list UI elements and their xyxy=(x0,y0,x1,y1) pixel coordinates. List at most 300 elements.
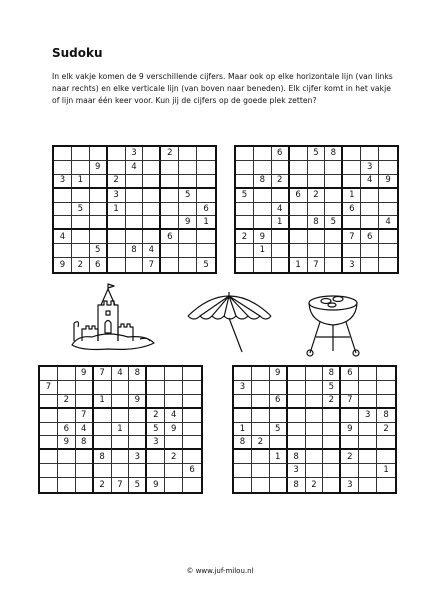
sudoku-grid-2 xyxy=(234,145,399,274)
sudoku-cell xyxy=(183,367,201,381)
sudoku-cell: 6 xyxy=(161,230,179,244)
sudoku-cell: 2 xyxy=(323,395,341,409)
sudoku-cell: 7 xyxy=(76,409,94,423)
sudoku-grid-4 xyxy=(232,365,397,494)
sudoku-cell xyxy=(359,450,377,464)
sudoku-cell: 9 xyxy=(54,258,72,272)
sudoku-cell xyxy=(54,244,72,258)
sudoku-cell xyxy=(341,464,359,478)
sudoku-cell xyxy=(377,381,395,395)
sudoku-cell xyxy=(359,395,377,409)
sudoku-cell xyxy=(270,464,288,478)
sudoku-cell: 2 xyxy=(306,478,324,492)
sudoku-cell xyxy=(343,161,361,175)
sudoku-cell xyxy=(143,216,161,230)
sudoku-cell: 2 xyxy=(236,230,254,244)
sudoku-cell xyxy=(361,216,379,230)
sudoku-cell xyxy=(40,436,58,450)
sudoku-cell xyxy=(379,189,397,203)
sudoku-cell xyxy=(112,464,130,478)
sudoku-cell xyxy=(272,258,290,272)
sudoku-cell xyxy=(183,450,201,464)
sudoku-cell: 2 xyxy=(94,478,112,492)
sudoku-cell xyxy=(72,230,90,244)
sudoku-cell xyxy=(40,409,58,423)
sudoku-cell xyxy=(308,175,326,189)
sudoku-cell xyxy=(288,436,306,450)
sudoku-cell xyxy=(183,478,201,492)
sudoku-cell xyxy=(234,409,252,423)
sudoku-cell: 3 xyxy=(147,436,165,450)
sudoku-cell: 6 xyxy=(90,258,108,272)
sudoku-cell xyxy=(379,161,397,175)
sandcastle-picture xyxy=(68,283,158,353)
sudoku-cell xyxy=(197,161,215,175)
sudoku-cell xyxy=(129,423,147,437)
sudoku-cell xyxy=(254,189,272,203)
sudoku-cell xyxy=(359,367,377,381)
sudoku-cell xyxy=(90,230,108,244)
sudoku-cell xyxy=(147,381,165,395)
sudoku-cell xyxy=(76,450,94,464)
sudoku-cell xyxy=(254,258,272,272)
sudoku-cell xyxy=(129,436,147,450)
sudoku-cell: 5 xyxy=(325,216,343,230)
sudoku-cell xyxy=(323,478,341,492)
sudoku-cell: 5 xyxy=(270,423,288,437)
sudoku-cell xyxy=(323,450,341,464)
sudoku-cell xyxy=(179,258,197,272)
sudoku-cell xyxy=(94,381,112,395)
sudoku-cell xyxy=(379,147,397,161)
sudoku-cell xyxy=(179,244,197,258)
sudoku-cell xyxy=(290,216,308,230)
sudoku-cell xyxy=(290,147,308,161)
sudoku-cell xyxy=(90,189,108,203)
sudoku-cell xyxy=(40,478,58,492)
sudoku-cell xyxy=(323,464,341,478)
sudoku-cell xyxy=(234,395,252,409)
sudoku-cell: 5 xyxy=(203,259,209,270)
sudoku-cell xyxy=(359,436,377,450)
sudoku-cell xyxy=(379,258,397,272)
sudoku-cell xyxy=(112,450,130,464)
sudoku-cell xyxy=(147,464,165,478)
sudoku-cell: 8 xyxy=(76,436,94,450)
sudoku-cell xyxy=(197,244,215,258)
sudoku-cell xyxy=(306,423,324,437)
sudoku-cell xyxy=(341,409,359,423)
sudoku-cell xyxy=(40,450,58,464)
sudoku-cell xyxy=(234,478,252,492)
sudoku-cell xyxy=(72,216,90,230)
sudoku-cell xyxy=(236,147,254,161)
sudoku-cell xyxy=(179,230,197,244)
sudoku-cell: 4 xyxy=(165,409,183,423)
sudoku-cell: 4 xyxy=(379,216,397,230)
sudoku-cell xyxy=(40,367,58,381)
sudoku-cell xyxy=(254,147,272,161)
sudoku-cell: 5 xyxy=(147,423,165,437)
sudoku-cell xyxy=(252,367,270,381)
sudoku-cell: 5 xyxy=(129,478,147,492)
sudoku-cell xyxy=(108,161,126,175)
sudoku-cell xyxy=(161,258,179,272)
sudoku-cell xyxy=(343,244,361,258)
sudoku-cell xyxy=(183,436,201,450)
sudoku-cell xyxy=(290,203,308,217)
sudoku-cell: 8 xyxy=(288,450,306,464)
sudoku-cell xyxy=(90,147,108,161)
sudoku-cell xyxy=(197,230,215,244)
sudoku-cell xyxy=(254,203,272,217)
sudoku-cell xyxy=(359,381,377,395)
sudoku-cell xyxy=(126,230,144,244)
sudoku-cell xyxy=(323,423,341,437)
sudoku-cell xyxy=(323,409,341,423)
sudoku-cell xyxy=(236,244,254,258)
sudoku-cell: 9 xyxy=(270,367,288,381)
sudoku-cell: 8 xyxy=(94,450,112,464)
sudoku-cell xyxy=(108,258,126,272)
sudoku-cell: 9 xyxy=(165,423,183,437)
parasol-picture xyxy=(182,284,277,354)
sudoku-cell: 2 xyxy=(308,189,326,203)
sudoku-cell: 9 xyxy=(341,423,359,437)
sudoku-cell xyxy=(379,203,397,217)
sudoku-cell xyxy=(126,258,144,272)
sudoku-cell: 7 xyxy=(343,230,361,244)
sudoku-cell: 1 xyxy=(108,203,126,217)
sudoku-cell xyxy=(183,409,201,423)
sudoku-cell: 9 xyxy=(254,230,272,244)
sudoku-cell xyxy=(306,436,324,450)
page-title: Sudoku xyxy=(52,46,103,60)
sudoku-cell xyxy=(179,147,197,161)
sudoku-cell xyxy=(143,230,161,244)
sudoku-cell xyxy=(290,175,308,189)
sudoku-cell: 8 xyxy=(254,175,272,189)
sudoku-cell xyxy=(129,464,147,478)
sudoku-cell xyxy=(197,189,215,203)
sudoku-cell xyxy=(288,423,306,437)
sudoku-cell: 2 xyxy=(58,395,76,409)
sudoku-cell: 8 xyxy=(129,367,147,381)
sudoku-cell: 1 xyxy=(343,189,361,203)
sudoku-cell: 8 xyxy=(288,478,306,492)
sudoku-cell xyxy=(165,436,183,450)
sudoku-cell xyxy=(290,230,308,244)
sudoku-cell xyxy=(90,175,108,189)
sudoku-cell xyxy=(143,161,161,175)
sudoku-cell: 1 xyxy=(254,244,272,258)
sudoku-cell xyxy=(161,244,179,258)
sudoku-cell: 7 xyxy=(341,395,359,409)
sudoku-cell xyxy=(288,395,306,409)
sudoku-cell xyxy=(129,409,147,423)
sudoku-cell xyxy=(58,450,76,464)
sudoku-cell xyxy=(90,216,108,230)
sudoku-cell: 1 xyxy=(270,450,288,464)
sudoku-cell: 1 xyxy=(197,216,215,230)
sudoku-cell: 6 xyxy=(290,189,308,203)
sudoku-cell xyxy=(108,244,126,258)
sudoku-cell: 3 xyxy=(359,409,377,423)
sudoku-cell xyxy=(270,436,288,450)
sudoku-cell xyxy=(165,367,183,381)
sudoku-cell xyxy=(325,203,343,217)
sudoku-cell xyxy=(236,175,254,189)
sudoku-cell xyxy=(341,381,359,395)
sudoku-cell xyxy=(379,244,397,258)
sudoku-cell xyxy=(359,423,377,437)
sudoku-cell xyxy=(252,450,270,464)
sudoku-cell xyxy=(325,189,343,203)
sudoku-cell: 1 xyxy=(112,423,130,437)
sudoku-cell xyxy=(179,161,197,175)
sudoku-cell xyxy=(343,175,361,189)
sudoku-cell: 2 xyxy=(147,409,165,423)
sudoku-cell: 9 xyxy=(129,395,147,409)
sudoku-cell xyxy=(325,230,343,244)
sudoku-cell xyxy=(272,244,290,258)
sudoku-cell xyxy=(236,161,254,175)
sudoku-cell: 3 xyxy=(129,450,147,464)
sudoku-cell xyxy=(306,409,324,423)
sudoku-cell xyxy=(361,189,379,203)
sudoku-cell xyxy=(377,478,395,492)
sudoku-cell xyxy=(272,161,290,175)
sudoku-cell xyxy=(379,230,397,244)
sudoku-cell xyxy=(236,258,254,272)
sudoku-cell: 6 xyxy=(197,203,215,217)
sudoku-cell xyxy=(306,464,324,478)
sudoku-cell xyxy=(325,161,343,175)
sudoku-cell xyxy=(306,450,324,464)
sudoku-cell xyxy=(143,175,161,189)
sudoku-cell: 5 xyxy=(179,189,197,203)
sudoku-cell: 7 xyxy=(308,258,326,272)
sudoku-cell: 9 xyxy=(76,367,94,381)
sudoku-cell xyxy=(308,244,326,258)
sudoku-cell xyxy=(359,478,377,492)
sudoku-cell: 9 xyxy=(379,175,397,189)
sudoku-cell xyxy=(306,367,324,381)
sudoku-grid-1 xyxy=(52,145,217,274)
sudoku-cell xyxy=(108,216,126,230)
sudoku-cell xyxy=(308,203,326,217)
sudoku-cell: 6 xyxy=(183,464,201,478)
sudoku-cell xyxy=(288,381,306,395)
sudoku-cell xyxy=(161,216,179,230)
sudoku-cell xyxy=(165,381,183,395)
sudoku-cell: 6 xyxy=(270,395,288,409)
sudoku-cell xyxy=(76,464,94,478)
sudoku-cell xyxy=(54,203,72,217)
sudoku-cell: 3 xyxy=(54,175,72,189)
sudoku-cell: 9 xyxy=(147,478,165,492)
sudoku-cell xyxy=(377,395,395,409)
sudoku-cell xyxy=(54,161,72,175)
sudoku-cell xyxy=(165,395,183,409)
sudoku-cell xyxy=(94,409,112,423)
sudoku-cell xyxy=(165,464,183,478)
sudoku-cell xyxy=(94,464,112,478)
sudoku-cell: 2 xyxy=(165,450,183,464)
sudoku-cell xyxy=(108,230,126,244)
sudoku-cell xyxy=(58,478,76,492)
sudoku-cell: 8 xyxy=(308,216,326,230)
sudoku-cell xyxy=(54,216,72,230)
sudoku-cell xyxy=(377,450,395,464)
sudoku-cell xyxy=(112,409,130,423)
sudoku-cell xyxy=(361,203,379,217)
sudoku-cell xyxy=(126,216,144,230)
sudoku-cell xyxy=(361,147,379,161)
sudoku-cell: 2 xyxy=(72,258,90,272)
sudoku-cell xyxy=(272,230,290,244)
sudoku-cell: 7 xyxy=(112,478,130,492)
sudoku-cell: 9 xyxy=(90,161,108,175)
sudoku-cell xyxy=(343,216,361,230)
sudoku-cell: 4 xyxy=(143,244,161,258)
sudoku-cell xyxy=(361,244,379,258)
sudoku-cell xyxy=(197,175,215,189)
sudoku-cell xyxy=(270,381,288,395)
sudoku-cell xyxy=(72,244,90,258)
footer-copyright: © www.juf-milou.nl xyxy=(186,567,254,575)
sudoku-cell xyxy=(58,381,76,395)
sudoku-cell: 1 xyxy=(272,216,290,230)
sudoku-cell: 4 xyxy=(76,423,94,437)
sudoku-cell xyxy=(40,423,58,437)
sudoku-cell xyxy=(288,409,306,423)
sudoku-cell xyxy=(58,464,76,478)
sudoku-cell xyxy=(308,230,326,244)
sudoku-cell xyxy=(197,147,215,161)
sudoku-cell: 6 xyxy=(343,203,361,217)
sudoku-cell xyxy=(236,216,254,230)
sudoku-cell: 5 xyxy=(323,381,341,395)
sudoku-cell: 3 xyxy=(108,189,126,203)
sudoku-cell xyxy=(343,147,361,161)
sudoku-cell: 4 xyxy=(361,175,379,189)
sudoku-cell: 3 xyxy=(361,161,379,175)
sudoku-cell xyxy=(161,175,179,189)
sudoku-cell xyxy=(90,203,108,217)
sudoku-cell xyxy=(94,436,112,450)
sudoku-cell xyxy=(252,395,270,409)
sudoku-cell: 2 xyxy=(108,175,126,189)
sudoku-cell: 8 xyxy=(126,244,144,258)
sudoku-cell xyxy=(270,478,288,492)
sudoku-cell xyxy=(58,367,76,381)
sudoku-cell xyxy=(254,161,272,175)
sudoku-cell xyxy=(306,381,324,395)
sudoku-cell: 4 xyxy=(112,367,130,381)
sudoku-cell xyxy=(361,258,379,272)
sudoku-cell: 2 xyxy=(341,450,359,464)
sudoku-cell: 7 xyxy=(143,258,161,272)
sudoku-cell xyxy=(179,175,197,189)
sudoku-cell: 8 xyxy=(234,436,252,450)
sudoku-cell xyxy=(126,203,144,217)
sudoku-cell xyxy=(112,395,130,409)
sudoku-cell: 4 xyxy=(54,230,72,244)
sudoku-cell xyxy=(143,147,161,161)
sudoku-cell xyxy=(252,464,270,478)
sudoku-cell xyxy=(234,367,252,381)
sudoku-cell: 1 xyxy=(290,258,308,272)
sudoku-cell xyxy=(72,189,90,203)
sudoku-cell xyxy=(325,244,343,258)
sudoku-cell: 3 xyxy=(126,147,144,161)
sudoku-cell: 9 xyxy=(58,436,76,450)
sudoku-cell xyxy=(76,381,94,395)
sudoku-cell xyxy=(76,395,94,409)
sudoku-cell xyxy=(40,395,58,409)
sudoku-cell xyxy=(129,381,147,395)
sudoku-cell: 5 xyxy=(308,147,326,161)
sudoku-cell: 7 xyxy=(94,367,112,381)
sudoku-cell xyxy=(252,423,270,437)
sudoku-cell xyxy=(179,203,197,217)
sudoku-cell xyxy=(183,395,201,409)
sudoku-cell xyxy=(254,216,272,230)
sudoku-cell xyxy=(270,409,288,423)
sudoku-cell: 3 xyxy=(234,381,252,395)
sudoku-cell: 4 xyxy=(272,203,290,217)
sudoku-cell xyxy=(54,147,72,161)
sudoku-cell xyxy=(252,381,270,395)
sudoku-cell xyxy=(234,450,252,464)
sudoku-cell xyxy=(183,381,201,395)
sudoku-cell: 6 xyxy=(58,423,76,437)
sudoku-cell xyxy=(40,464,58,478)
sudoku-cell xyxy=(306,395,324,409)
sudoku-grid-3 xyxy=(38,365,203,494)
sudoku-cell: 2 xyxy=(161,147,179,161)
sudoku-cell: 7 xyxy=(40,381,58,395)
sudoku-cell xyxy=(147,395,165,409)
sudoku-cell: 5 xyxy=(90,244,108,258)
sudoku-cell: 9 xyxy=(179,216,197,230)
sudoku-cell xyxy=(183,423,201,437)
sudoku-cell: 3 xyxy=(288,464,306,478)
sudoku-cell: 4 xyxy=(126,161,144,175)
sudoku-cell: 6 xyxy=(361,230,379,244)
sudoku-cell: 2 xyxy=(272,175,290,189)
sudoku-cell: 1 xyxy=(94,395,112,409)
sudoku-cell xyxy=(161,161,179,175)
sudoku-cell xyxy=(359,464,377,478)
sudoku-cell: 8 xyxy=(325,147,343,161)
sudoku-cell xyxy=(147,450,165,464)
sudoku-cell xyxy=(290,161,308,175)
instructions-text: In elk vakje komen de 9 verschillende cijfers. Maar ook op elke horizontale lijn (van links naar rechts) en elke verticale lijn (van boven naar beneden). Elk cijfer komt in het vakje of lijn maar één keer voor. Kun jij de cijfers op de goede plek zetten? xyxy=(52,72,393,106)
sudoku-cell xyxy=(112,381,130,395)
sudoku-cell: 1 xyxy=(234,423,252,437)
barbecue-picture xyxy=(298,287,368,357)
sudoku-cell: 2 xyxy=(252,436,270,450)
sudoku-cell xyxy=(325,175,343,189)
sudoku-cell xyxy=(54,189,72,203)
sudoku-cell: 8 xyxy=(377,409,395,423)
sudoku-cell: 6 xyxy=(272,147,290,161)
sudoku-cell xyxy=(161,203,179,217)
sudoku-cell xyxy=(94,423,112,437)
sudoku-cell xyxy=(161,189,179,203)
